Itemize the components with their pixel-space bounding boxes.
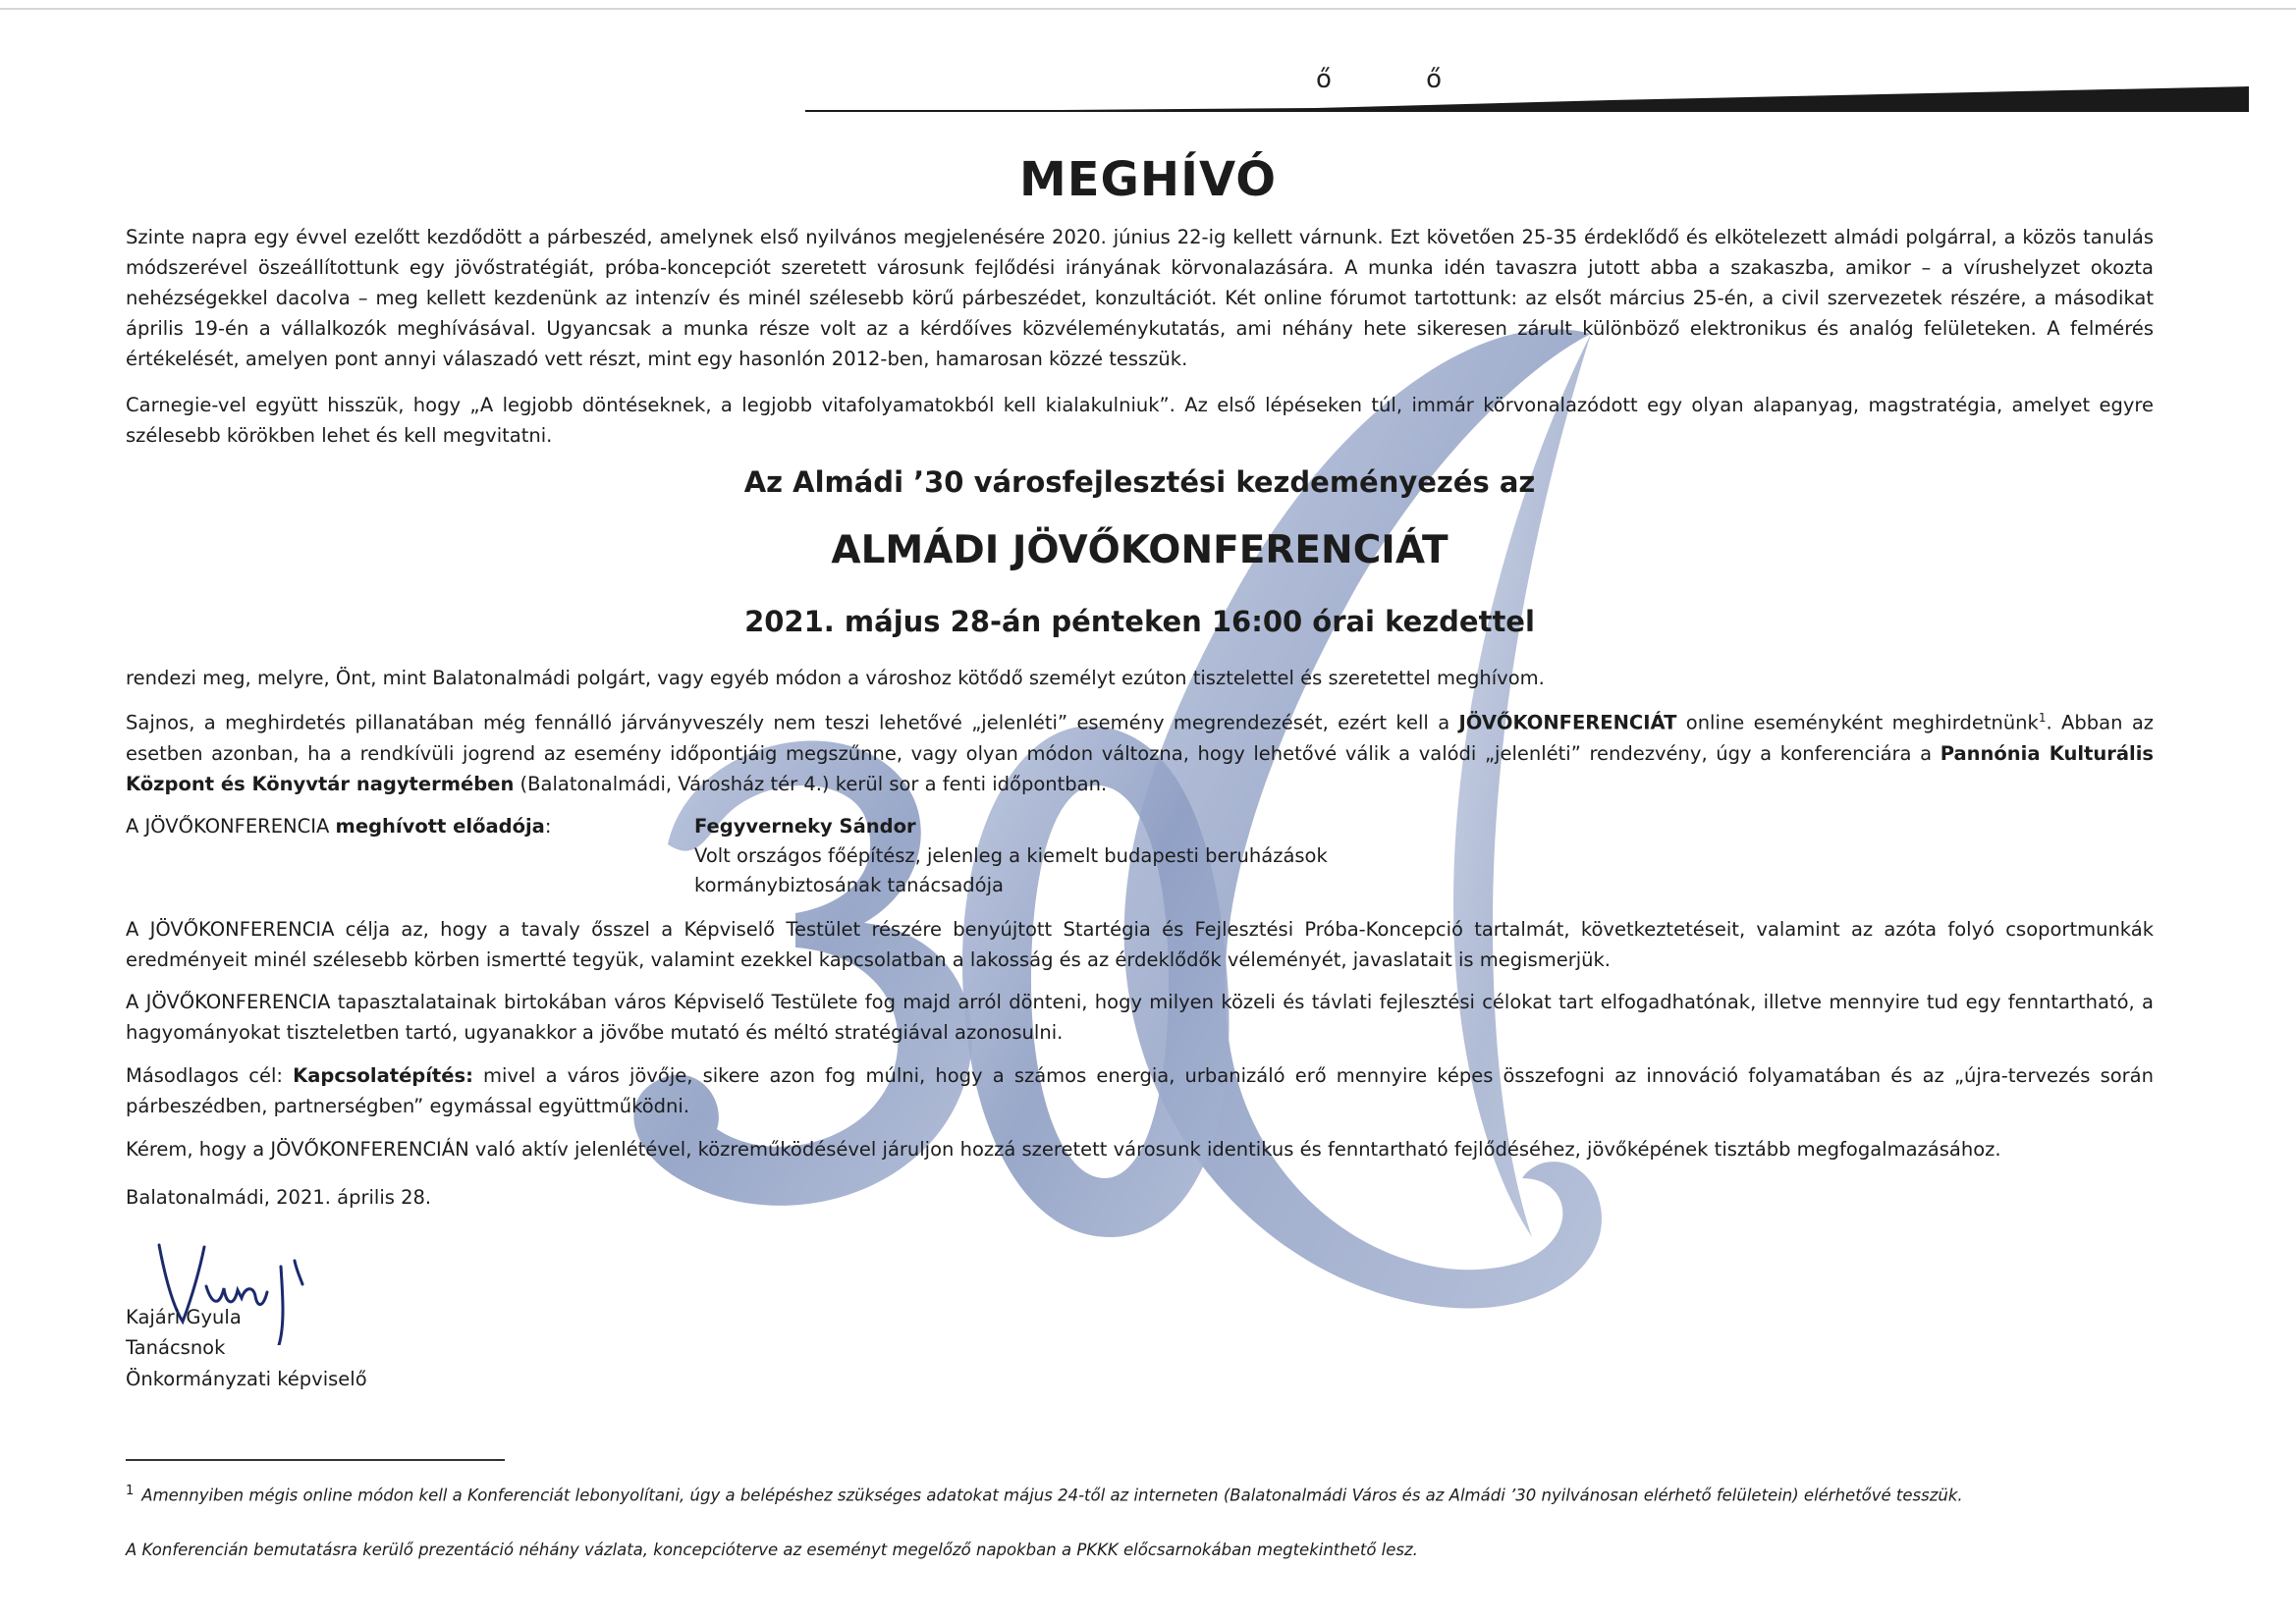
speaker-name: Fegyverneky Sándor [694, 815, 916, 838]
event-intro-line: Az Almádi ’30 városfejlesztési kezdeményezés az [743, 465, 1536, 499]
speaker-label-bold: meghívott előadója [335, 815, 545, 838]
footnote-2: A Konferencián bemutatásra kerülő prezentáció néhány vázlata, koncepcióterve az eseményt megelőző napokban a PKKK előcsarnokában megtekinthető lesz. [126, 1541, 1418, 1559]
experience-paragraph: A JÖVŐKONFERENCIA tapasztalatainak birtokában város Képviselő Testülete fog majd arról dönteni, hogy milyen közeli és távlati fejlesztési célokat tart elfogadhatónak, illetve mennyire tud egy fenntartható, a hagyományokat tiszteletben tartó, ugyanakkor a jövőbe mutató és méltó stratégiával azonosulni. [126, 991, 2154, 1044]
venue-text-1: Sajnos, a meghirdetés pillanatában még fennálló járványveszély nem teszi lehetővé „jelenléti” esemény megrendezését, ezért kell a [126, 711, 1459, 734]
secondary-pre: Másodlagos cél: [126, 1064, 294, 1087]
speaker-label-post: : [544, 815, 552, 838]
secondary-bold: Kapcsolatépítés: [293, 1064, 473, 1087]
speaker-label-pre: A JÖVŐKONFERENCIA [126, 815, 336, 838]
footnote-1-marker: 1 [126, 1484, 135, 1498]
venue-text-4: (Balatonalmádi, Városház tér 4.) kerül sor a fenti időpontban. [514, 772, 1108, 795]
intro-paragraph: Szinte napra egy évvel ezelőtt kezdődött a párbeszéd, amelynek első nyilvános megjelenésére 2020. június 22-ig kellett várnunk. Ezt követően 25-35 érdeklődő és elkötelezett almádi polgárral, a közös tanulás módszerével öszeállítottunk egy jövőstratégiát, próba-koncepciót szeretett városunk fejlődési irányának körvonalazására. A munka idén tavaszra jutott abba a szakaszba, amikor – a vírushelyzet okozta nehézségekkel dacolva – meg kellett kezdenünk az intenzív és minél szélesebb körű párbeszédet, konzultációt. Két online fórumot tartottunk: az elsőt március 25-én, a civil szervezetek részére, a másodikat április 19-én a vállalkozók meghívásával. Ugyancsak a munka része volt az a kérdőíves közvéleménykutatás, ami néhány hete sikeresen zárult különböző elektronikus és analóg felületeken. A felmérés értékelését, amelyen pont annyi válaszadó vett részt, mint egy hasonlón 2012-ben, hamarosan közzé tesszük. [126, 226, 2154, 370]
footnote-divider [126, 1459, 505, 1461]
venue-bold-conference: JÖVŐKONFERENCIÁT [1458, 711, 1677, 734]
secondary-goal-paragraph [126, 1060, 2154, 1121]
page-title: MEGHÍVÓ [1018, 152, 1278, 207]
footnote-1 [126, 1479, 2154, 1509]
event-date: 2021. május 28-án pénteken 16:00 órai kezdettel [744, 605, 1535, 638]
speaker-role-line2: kormánybiztosának tanácsadója [694, 874, 1004, 896]
invitation-paragraph: rendezi meg, melyre, Önt, mint Balatonalmádi polgárt, vagy egyéb módon a városhoz kötődő személyt ezúton tisztelettel és szeretettel meghívom. [126, 667, 1545, 689]
speaker-label [126, 811, 617, 841]
signer-title: Tanácsnok [126, 1336, 226, 1359]
header-bar [805, 86, 2249, 112]
venue-bold-location: Pannónia Kulturális Központ és Könyvtár nagytermében [126, 741, 2155, 795]
venue-text-3: . Abban az esetben azonban, ha a rendkívüli jogrend az esemény időpontjáig megszűnne, vagy olyan módon változna, hogy lehetővé válik a valódi „jelenléti” rendezvény, úgy a konferenciára a [126, 711, 2155, 765]
footnote-ref: 1 [2038, 711, 2047, 725]
goal-paragraph: A JÖVŐKONFERENCIA célja az, hogy a tavaly ősszel a Képviselő Testület részére benyújtott Startégia és Fejlesztési Próba-Koncepció tartalmát, következtetéseit, valamint az azóta folyó csoportmunkák eredményeit minél szélesebb körben ismertté tegyük, valamint ezekkel kapcsolatban a lakosság és az érdeklődők véleményét, javaslatait is megismerjük. [126, 918, 2154, 971]
place-date: Balatonalmádi, 2021. április 28. [126, 1186, 432, 1209]
venue-paragraph [126, 703, 2154, 799]
request-paragraph: Kérem, hogy a JÖVŐKONFERENCIÁN való aktív jelenlétével, közreműködésével járuljon hozzá szeretett városunk identikus és fenntartható fejlődéséhez, jövőképének tisztább megfogalmazásához. [126, 1138, 2001, 1161]
header-marks: ő ő [1316, 65, 1486, 94]
signer-name: Kajári Gyula [126, 1306, 242, 1328]
venue-text-2: online eseményként meghirdetnünk [1676, 711, 2039, 734]
scan-edge-line [0, 8, 2296, 10]
footnote-1-text: Amennyiben mégis online módon kell a Konferenciát lebonyolítani, úgy a belépéshez szükséges adatokat május 24-től az interneten (Balatonalmádi Város és az Almádi ’30 nyilvánosan elérhető felületein) elérhetővé tesszük. [141, 1486, 1963, 1505]
signer-role: Önkormányzati képviselő [126, 1368, 367, 1390]
event-name: ALMÁDI JÖVŐKONFERENCIÁT [831, 528, 1449, 572]
secondary-post: mivel a város jövője, sikere azon fog múlni, hogy a számos energia, urbanizáló erő mennyire képes összefogni az innováció folyamatában és az „újra-tervezés során párbeszédben, partnerségben” egymással együttműködni. [126, 1064, 2154, 1117]
speaker-role-line1: Volt országos főépítész, jelenleg a kiemelt budapesti beruházások [694, 844, 1328, 867]
carnegie-paragraph: Carnegie-vel együtt hisszük, hogy „A legjobb döntéseknek, a legjobb vitafolyamatokból kell kialakulniuk”. Az első lépéseken túl, immár körvonalazódott egy olyan alapanyag, magstratégia, amelyet egyre szélesebb körökben lehet és kell megvitatni. [126, 394, 2154, 447]
